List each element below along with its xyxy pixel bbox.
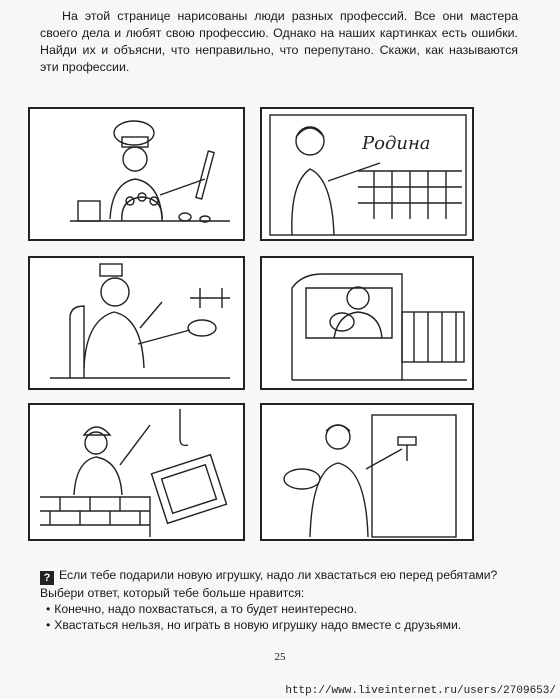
intro-text: На этой странице нарисованы люди разных профессий. Все они мастера своего дела и любят свою профессию. Однако на наших картинках есть ошибки. Найди их и объясни, что неправильно, что перепутано. Скажи, как называются эти профессии. bbox=[40, 9, 518, 74]
teacher-illustration bbox=[262, 109, 472, 239]
footer-url: http://www.liveinternet.ru/users/2709653/ bbox=[285, 685, 556, 697]
panel-driver bbox=[260, 256, 474, 390]
page-number: 25 bbox=[274, 651, 286, 663]
answer-option-1-text: Конечно, надо похвастаться, а то будет неинтересно. bbox=[54, 602, 358, 616]
panel-builder bbox=[28, 403, 245, 541]
bullet: • bbox=[46, 618, 51, 632]
painter-illustration bbox=[262, 405, 472, 539]
panel-doctor bbox=[28, 256, 245, 390]
answer-option-2 bbox=[40, 617, 520, 633]
doctor-illustration bbox=[30, 258, 243, 388]
question-block bbox=[40, 567, 520, 633]
question-box-icon: ? bbox=[40, 571, 54, 585]
board-word: Родина bbox=[362, 133, 431, 154]
question-text: Если тебе подарили новую игрушку, надо ли хвастаться ею перед ребятами? Выбери ответ, который тебе больше нравится: bbox=[40, 568, 498, 600]
builder-illustration bbox=[30, 405, 243, 539]
panel-chef bbox=[28, 107, 245, 241]
chef-illustration bbox=[30, 109, 243, 239]
panel-teacher bbox=[260, 107, 474, 241]
bullet: • bbox=[46, 602, 51, 616]
answer-option-1 bbox=[40, 601, 520, 617]
answer-option-2-text: Хвастаться нельзя, но играть в новую игрушку надо вместе с друзьями. bbox=[54, 618, 462, 632]
driver-illustration bbox=[262, 258, 472, 388]
panel-painter bbox=[260, 403, 474, 541]
